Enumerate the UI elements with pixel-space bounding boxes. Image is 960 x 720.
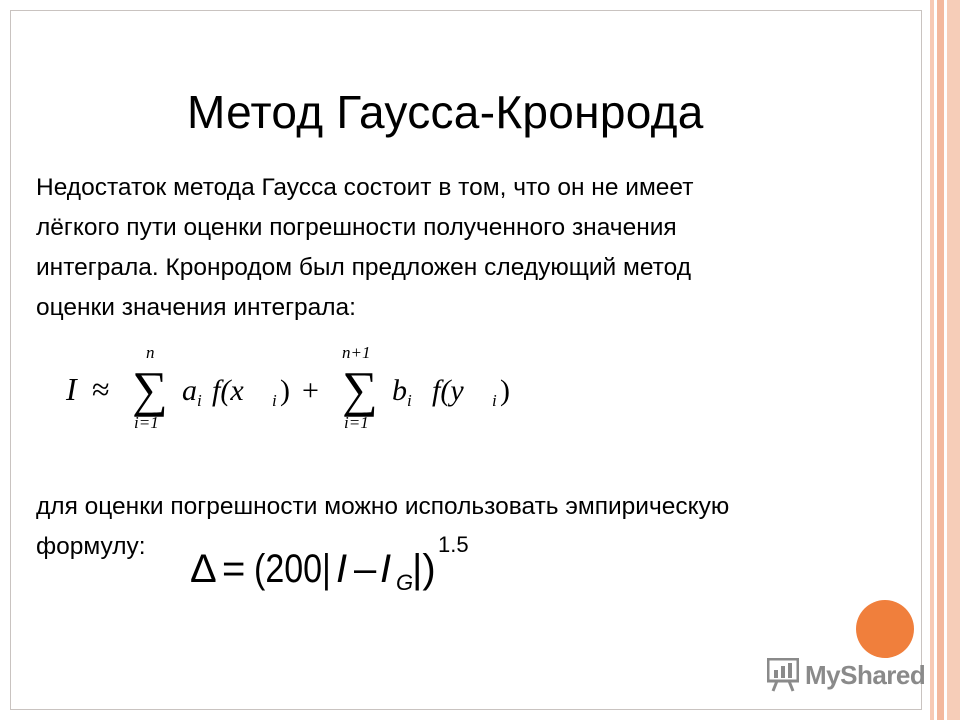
stripe	[947, 0, 960, 720]
sum2-sigma: ∑	[342, 361, 378, 417]
error-paragraph-line2: формулу:	[36, 533, 146, 560]
term-fx: f(x	[212, 374, 244, 407]
myshared-watermark	[767, 655, 925, 695]
sum1-lower: i=1	[134, 413, 159, 432]
term-fx-sub: i	[272, 391, 277, 410]
watermark-brand: MyShared	[805, 659, 926, 690]
equals: =	[222, 547, 246, 591]
term-b-sub: i	[407, 391, 412, 410]
formula-I: I	[66, 371, 77, 407]
formula-plus: +	[302, 374, 319, 407]
error-paragraph-line1: для оценки погрешности можно использовать эмпирическую	[36, 493, 730, 520]
term-fy: f(y	[432, 374, 464, 407]
stripe	[930, 0, 934, 720]
intro-paragraph: Недостаток метода Гаусса состоит в том, что он не имеет лёгкого пути оценки погрешности полученного значения интеграла. Кронродом был предложен следующий метод оценки значения интеграла:	[36, 174, 694, 321]
error-I: I	[336, 547, 348, 591]
error-minus: –	[354, 547, 377, 591]
delta: Δ	[190, 547, 217, 591]
term-fy-sub: i	[492, 391, 497, 410]
error-IG: I	[380, 547, 392, 591]
sum1-upper: n	[146, 343, 155, 362]
term-fx-close: )	[280, 374, 290, 407]
term-a: a	[182, 374, 197, 407]
sum1-sigma: ∑	[132, 361, 168, 417]
error-IG-sub: G	[396, 570, 414, 595]
paren-200: (200|	[254, 545, 331, 591]
sum2-upper: n+1	[342, 343, 371, 362]
sum2-lower: i=1	[344, 413, 369, 432]
term-b: b	[392, 374, 407, 407]
formula-approx: ≈	[92, 371, 110, 407]
term-fy-close: )	[500, 374, 510, 407]
decorative-stripes	[930, 0, 960, 720]
decorative-orange-circle	[856, 600, 914, 658]
slide-title: Метод Гаусса-Кронрода	[187, 86, 704, 138]
presentation-board-icon	[767, 658, 799, 692]
close-paren: |)	[412, 547, 436, 591]
term-a-sub: i	[197, 391, 202, 410]
kronrod-formula	[64, 340, 524, 440]
power: 1.5	[438, 532, 469, 557]
stripe	[937, 0, 944, 720]
empirical-error-formula	[188, 530, 478, 602]
